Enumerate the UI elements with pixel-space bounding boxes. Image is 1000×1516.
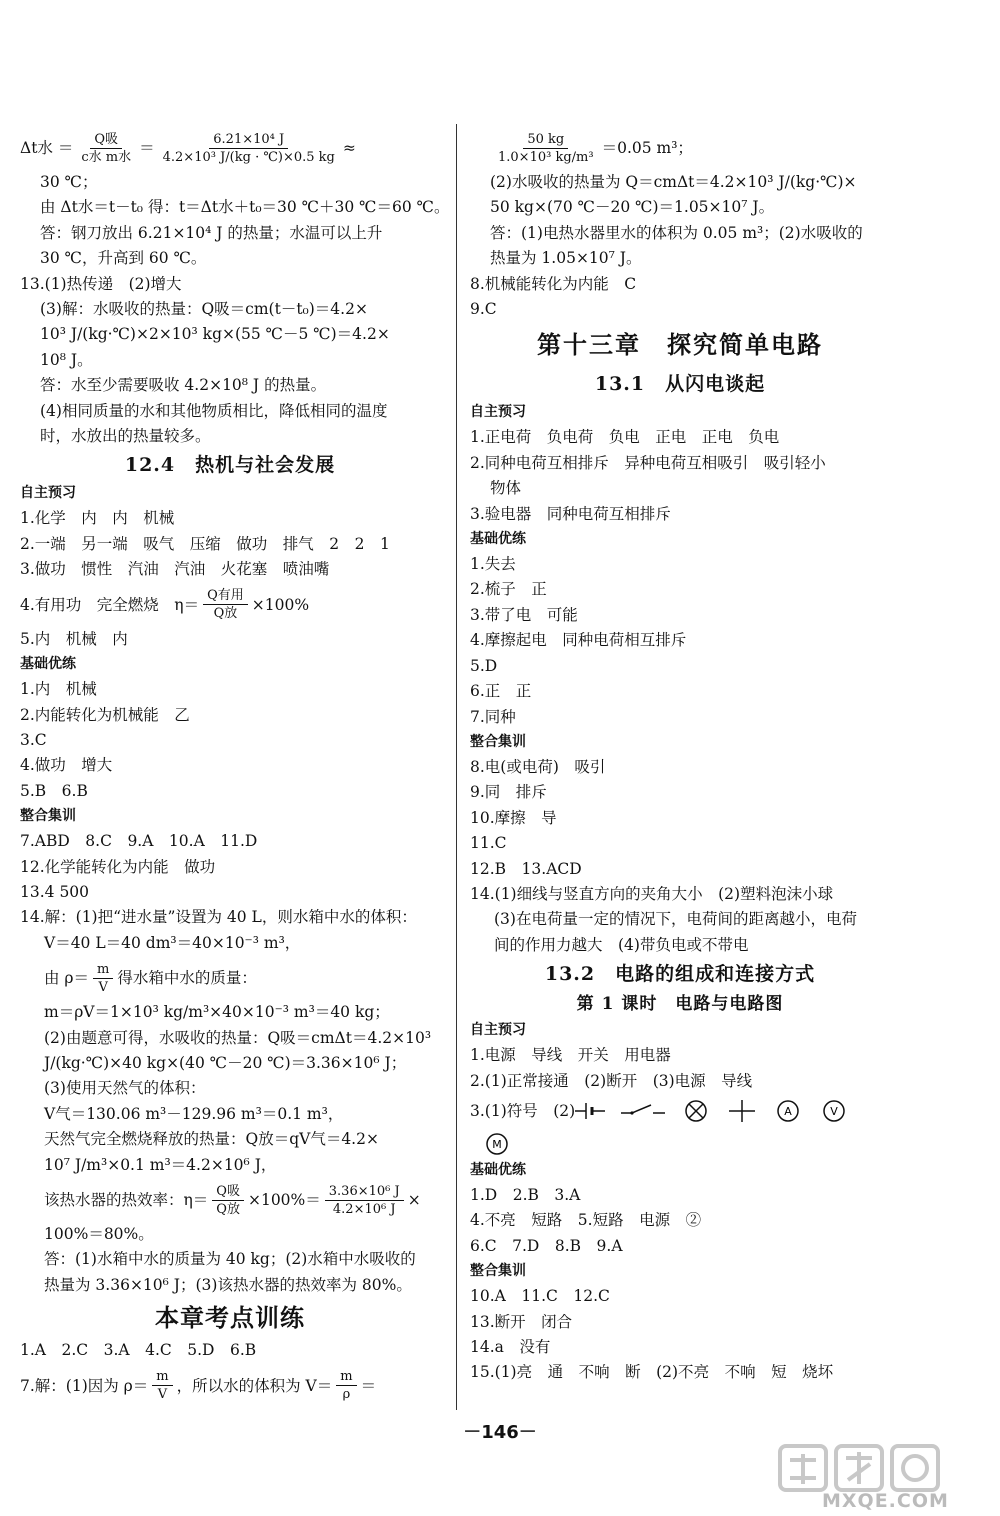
answer-item: 1.正电荷 负电荷 负电 正电 正电 负电 xyxy=(470,428,780,447)
answer-item: 12.B 13.ACD xyxy=(470,859,582,878)
answer-item: 14.a 没有 xyxy=(470,1338,551,1356)
density-line xyxy=(20,956,440,1000)
text-line: V＝40 L＝40 dm³＝40×10⁻³ m³， xyxy=(44,933,301,952)
eq-mid: ＝ xyxy=(139,139,155,157)
fraction xyxy=(212,1183,244,1218)
text: 由 ρ＝ xyxy=(44,969,90,988)
fraction-num: Q有用 xyxy=(203,587,248,605)
answer-item: 3.C xyxy=(20,730,47,749)
crossing-wires-icon xyxy=(727,1099,757,1123)
battery-symbol-icon xyxy=(575,1099,605,1123)
fraction-num: m xyxy=(336,1368,356,1386)
text-line: 100%＝80%。 xyxy=(44,1225,154,1243)
subsection-heading: 基础优练 xyxy=(20,656,76,673)
fraction-den: ρ xyxy=(342,1387,351,1403)
answer-item: 12.化学能转化为内能 做功 xyxy=(20,857,216,876)
subsection-heading: 基础优练 xyxy=(470,531,526,548)
subsection-heading: 整合集训 xyxy=(470,1263,526,1280)
answer-item: 1.电源 导线 开关 用电器 xyxy=(470,1046,671,1065)
fraction-den: V xyxy=(157,1387,168,1403)
answer-item: 8.机械能转化为内能 C xyxy=(470,274,637,293)
text-line: (3)使用天然气的体积： xyxy=(44,1079,206,1098)
answer-item: 7.同种 xyxy=(470,707,516,726)
text: 7.解：(1)因为 ρ＝ xyxy=(20,1376,149,1395)
answer-item: 10.摩擦 导 xyxy=(470,808,557,827)
voltmeter-symbol-icon xyxy=(819,1099,849,1123)
fraction-den: Q放 xyxy=(213,606,238,622)
motor-label: M xyxy=(492,1137,502,1151)
page-number: －146－ xyxy=(463,1422,537,1443)
subsection-heading: 自主预习 xyxy=(470,1022,526,1039)
fraction xyxy=(77,131,135,166)
text: 3.(1)符号 (2) xyxy=(470,1101,576,1120)
answer-item: 1.D 2.B 3.A xyxy=(470,1185,581,1204)
fraction-num: 3.36×10⁶ J xyxy=(325,1183,404,1201)
section-title: 本章考点训练 xyxy=(155,1303,305,1333)
text-line: (3)在电荷量一定的情况下，电荷间的距离越小，电荷 xyxy=(494,910,857,929)
answer-item: 1.A 2.C 3.A 4.C 5.D 6.B xyxy=(20,1341,257,1360)
motor-symbol-icon xyxy=(482,1132,512,1156)
answer-item: 4.摩擦起电 同种电荷相互排斥 xyxy=(470,631,687,650)
text-line: 热量为 1.05×10⁷ J。 xyxy=(490,249,642,268)
text-line: 天然气完全燃烧释放的热量：Q放＝qV气＝4.2× xyxy=(44,1130,379,1149)
answer-item: 1.内 机械 xyxy=(20,680,97,699)
text-line: 热量为 3.36×10⁶ J；(3)该热水器的热效率为 80%。 xyxy=(44,1275,412,1294)
fraction-den: V xyxy=(98,979,108,995)
answer-item: 2.(1)正常接通 (2)断开 (3)电源 导线 xyxy=(470,1071,753,1090)
equation-delta-t xyxy=(20,126,440,170)
volume-result-line xyxy=(470,126,890,170)
answer-item: 13.(1)热传递 (2)增大 xyxy=(20,274,182,293)
text: × xyxy=(407,1191,421,1209)
section-title: 13.1 从闪电谈起 xyxy=(594,373,766,396)
text: ×100% xyxy=(251,595,310,614)
fraction-num: 6.21×10⁴ J xyxy=(209,131,288,149)
ammeter-label: A xyxy=(784,1104,792,1118)
answer-item: 4.不亮 短路 5.短路 电源 ② xyxy=(470,1211,702,1230)
text-line: 30 ℃； xyxy=(40,173,98,191)
text-line: 30 ℃，升高到 60 ℃。 xyxy=(40,249,207,268)
text-line: 答：钢刀放出 6.21×10⁴ J 的热量；水温可以上升 xyxy=(40,223,383,242)
text-line: 间的作用力越大 (4)带负电或不带电 xyxy=(494,935,749,954)
fraction xyxy=(159,131,339,166)
answer-item: 3.做功 惯性 汽油 汽油 火花塞 喷油嘴 xyxy=(20,560,330,579)
fraction xyxy=(325,1183,404,1218)
text-line: 答：(1)电热水器里水的体积为 0.05 m³；(2)水吸收的 xyxy=(490,223,863,242)
answer-item: 15.(1)亮 通 不响 断 (2)不亮 不响 短 烧坏 xyxy=(470,1363,834,1382)
fraction-den: c水 m水 xyxy=(81,149,132,165)
fraction-den: Q放 xyxy=(216,1201,240,1217)
answer-item: 2.内能转化为机械能 乙 xyxy=(20,705,190,724)
subsection-heading: 基础优练 xyxy=(470,1161,526,1178)
efficiency-line xyxy=(20,1178,440,1222)
text-line: 10⁸ J。 xyxy=(40,350,93,369)
text-line: 10³ J/(kg·℃)×2×10³ kg×(55 ℃－5 ℃)＝4.2× xyxy=(40,325,390,344)
answer-item: 4.做功 增大 xyxy=(20,756,113,775)
text-line: (2)由题意可得，水吸收的热量：Q吸＝cmΔt＝4.2×10³ xyxy=(44,1028,432,1047)
text-line: 时，水放出的热量较多。 xyxy=(40,427,211,446)
fraction-num: m xyxy=(152,1368,172,1386)
fraction-num: 50 kg xyxy=(523,131,568,149)
answer-item: 8.电(或电荷) 吸引 xyxy=(470,757,606,776)
answer-item: 11.C xyxy=(470,834,507,853)
answer-item: 2.同种电荷互相排斥 异种电荷互相吸引 吸引轻小 xyxy=(470,453,826,472)
answer-item: 14.解：(1)把“进水量”设置为 40 L，则水箱中水的体积： xyxy=(20,908,417,927)
answer-item: 1.失去 xyxy=(470,555,516,574)
text: 4.有用功 完全燃烧 η＝ xyxy=(20,595,200,614)
answer-item: 6.C 7.D 8.B 9.A xyxy=(470,1236,623,1255)
fraction xyxy=(203,587,248,622)
left-column xyxy=(20,126,450,1408)
fraction xyxy=(152,1368,172,1403)
right-column xyxy=(470,126,890,1386)
fraction-num: Q吸 xyxy=(90,131,122,149)
subsection-heading: 自主预习 xyxy=(470,404,526,421)
answer-item: 10.A 11.C 12.C xyxy=(470,1287,610,1306)
fraction xyxy=(93,961,113,996)
text-line: 物体 xyxy=(490,479,522,498)
answer-item: 9.C xyxy=(470,300,497,319)
text: ＝0.05 m³； xyxy=(601,139,693,157)
text-line: (2)水吸收的热量为 Q＝cmΔt＝4.2×10³ J/(kg·℃)× xyxy=(490,173,857,191)
answer-item: 5.D xyxy=(470,656,498,675)
fraction xyxy=(336,1368,356,1403)
answer-item: 3.验电器 同种电荷互相排斥 xyxy=(470,504,671,523)
fraction-den: 4.2×10³ J/(kg · ℃)×0.5 kg xyxy=(162,149,335,165)
text-line: 答：水至少需要吸收 4.2×10⁸ J 的热量。 xyxy=(40,376,327,395)
text-line: 50 kg×(70 ℃－20 ℃)＝1.05×10⁷ J。 xyxy=(490,198,775,217)
text: ＝ xyxy=(360,1376,377,1395)
answer-item: 2.一端 另一端 吸气 压缩 做功 排气 2 2 1 xyxy=(20,534,390,553)
eq-lhs: Δt水 ＝ xyxy=(20,139,74,157)
text-line: 答：(1)水箱中水的质量为 40 kg；(2)水箱中水吸收的 xyxy=(44,1250,416,1269)
answer-item: 14.(1)细线与竖直方向的夹角大小 (2)塑料泡沫小球 xyxy=(470,884,834,903)
text: 得水箱中水的质量： xyxy=(117,969,257,988)
answer-item-efficiency xyxy=(20,583,440,627)
subsection-heading: 自主预习 xyxy=(20,485,76,502)
answer-item: 6.正 正 xyxy=(470,682,532,701)
answer-item: 5.B 6.B xyxy=(20,781,88,800)
switch-symbol-icon xyxy=(621,1099,665,1123)
answer-item: 3.带了电 可能 xyxy=(470,605,578,624)
text-line: 由 Δt水＝t－t₀ 得：t＝Δt水＋t₀＝30 ℃＋30 ℃＝60 ℃。 xyxy=(40,198,450,217)
fraction-den: 4.2×10⁶ J xyxy=(332,1201,396,1217)
fraction-den: 1.0×10³ kg/m³ xyxy=(498,149,594,165)
fraction xyxy=(494,131,598,166)
answer-item: 2.梳子 正 xyxy=(470,580,547,599)
answer-item: 13.4 500 xyxy=(20,882,90,901)
text: ×100%＝ xyxy=(247,1191,321,1209)
fraction-num: m xyxy=(93,961,113,979)
section-title: 12.4 热机与社会发展 xyxy=(124,454,336,477)
text: ，所以水的体积为 V＝ xyxy=(176,1376,333,1395)
answer-item: 13.断开 闭合 xyxy=(470,1312,573,1331)
answer-item: 9.同 排斥 xyxy=(470,783,547,802)
watermark-text: MXQE.COM xyxy=(822,1490,949,1512)
eq-tail: ≈ xyxy=(342,139,356,157)
answer-item: 1.化学 内 内 机械 xyxy=(20,509,175,528)
circuit-symbols-line xyxy=(470,1094,890,1128)
section-title: 13.2 电路的组成和连接方式 xyxy=(544,963,816,986)
text-line: V气＝130.06 m³－129.96 m³＝0.1 m³， xyxy=(44,1104,344,1123)
answer-item: 5.内 机械 内 xyxy=(20,629,128,648)
lesson-title: 第 1 课时 电路与电路图 xyxy=(576,994,784,1015)
text-line: 10⁷ J/m³×0.1 m³＝4.2×10⁶ J， xyxy=(44,1155,277,1174)
text: 该热水器的热效率：η＝ xyxy=(44,1191,209,1209)
volume-line xyxy=(20,1364,440,1408)
subsection-heading: 整合集训 xyxy=(470,733,526,750)
text-line: m＝ρV＝1×10³ kg/m³×40×10⁻³ m³＝40 kg； xyxy=(44,1003,390,1022)
lamp-symbol-icon xyxy=(681,1099,711,1123)
fraction-num: Q吸 xyxy=(212,1183,244,1201)
text-line: (4)相同质量的水和其他物质相比，降低相同的温度 xyxy=(40,401,388,420)
subsection-heading: 整合集训 xyxy=(20,808,76,825)
motor-symbol-line xyxy=(470,1128,890,1158)
ammeter-symbol-icon xyxy=(773,1099,803,1123)
text-line: (3)解：水吸收的热量：Q吸＝cm(t－t₀)＝4.2× xyxy=(40,300,368,319)
text-line: J/(kg·℃)×40 kg×(40 ℃－20 ℃)＝3.36×10⁶ J； xyxy=(44,1053,407,1072)
answer-item: 7.ABD 8.C 9.A 10.A 11.D xyxy=(20,832,258,851)
voltmeter-label: V xyxy=(830,1104,838,1118)
chapter-title: 第十三章 探究简单电路 xyxy=(537,330,823,360)
column-divider xyxy=(456,124,457,1410)
